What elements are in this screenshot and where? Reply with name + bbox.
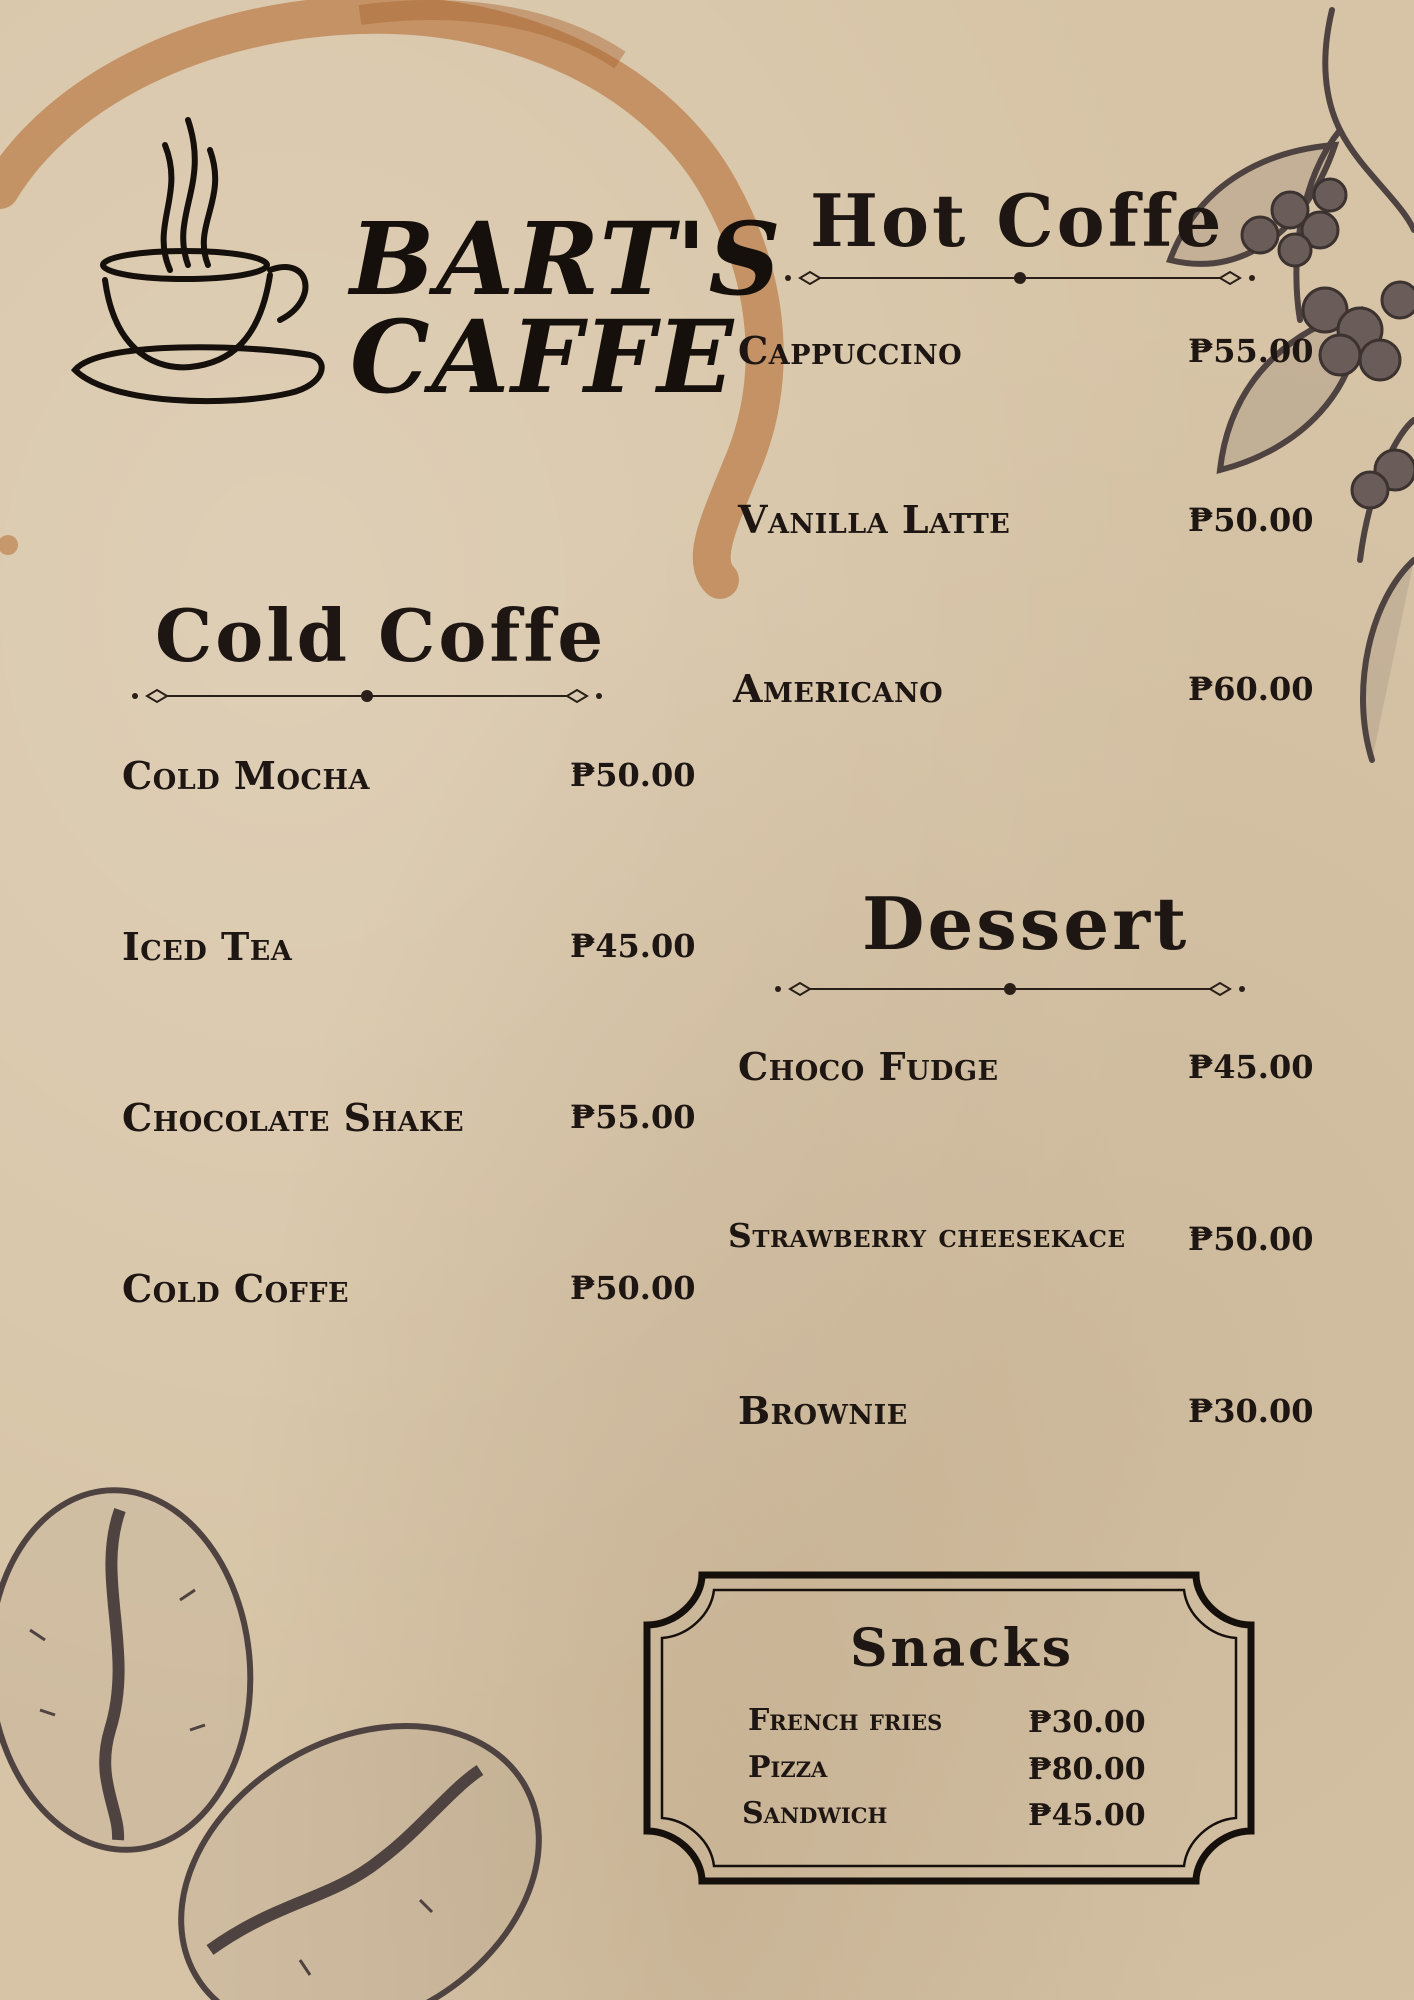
menu-item-name: Vanilla Latte [738,497,1011,542]
menu-item-name: Chocolate Shake [122,1095,465,1140]
menu-item-name: Strawberry cheesekace [728,1216,1126,1255]
snack-item-name: Sandwich [742,1796,888,1831]
snack-item-price: ₱80.00 [1028,1752,1146,1787]
cold-coffee-title: Cold Coffe [155,593,607,678]
menu-item-price: ₱30.00 [1188,1392,1314,1430]
menu-item-price: ₱50.00 [1188,1220,1314,1258]
dessert-title: Dessert [862,881,1190,966]
dessert-divider [770,976,1250,1002]
snack-item-price: ₱45.00 [1028,1798,1146,1833]
menu-item-price: ₱60.00 [1188,670,1314,708]
hot-coffee-title: Hot Coffe [810,178,1225,263]
cold-coffee-divider [127,683,607,709]
menu-item-price: ₱45.00 [1188,1048,1314,1086]
snacks-title: Snacks [850,1618,1075,1679]
coffee-beans-illustration [0,1480,560,2000]
menu-item-price: ₱55.00 [1188,332,1314,370]
menu-item-price: ₱50.00 [1188,501,1314,539]
coffee-cup-icon [70,105,335,410]
menu-item-price: ₱50.00 [570,1269,696,1307]
brand-title [350,200,783,416]
snack-item-name: French fries [748,1703,943,1738]
hot-coffee-divider [780,265,1260,291]
menu-item-price: ₱45.00 [570,927,696,965]
menu-item-name: Brownie [738,1388,908,1433]
snack-item-price: ₱30.00 [1028,1705,1146,1740]
snack-item-name: Pizza [748,1750,828,1785]
menu-item-name: Cold Mocha [122,753,370,798]
brand-line2: CAFFE [350,298,736,416]
menu-item-name: Choco Fudge [738,1044,999,1089]
brand-line1: BART'S [350,200,783,318]
menu-item-name: Iced Tea [122,924,293,969]
menu-item-name: Americano [733,666,944,711]
menu-item-name: Cold Coffe [122,1266,350,1311]
menu-item-price: ₱55.00 [570,1098,696,1136]
coffee-branch-illustration [1100,0,1414,780]
menu-item-price: ₱50.00 [570,756,696,794]
menu-item-name: Cappuccino [738,328,963,373]
